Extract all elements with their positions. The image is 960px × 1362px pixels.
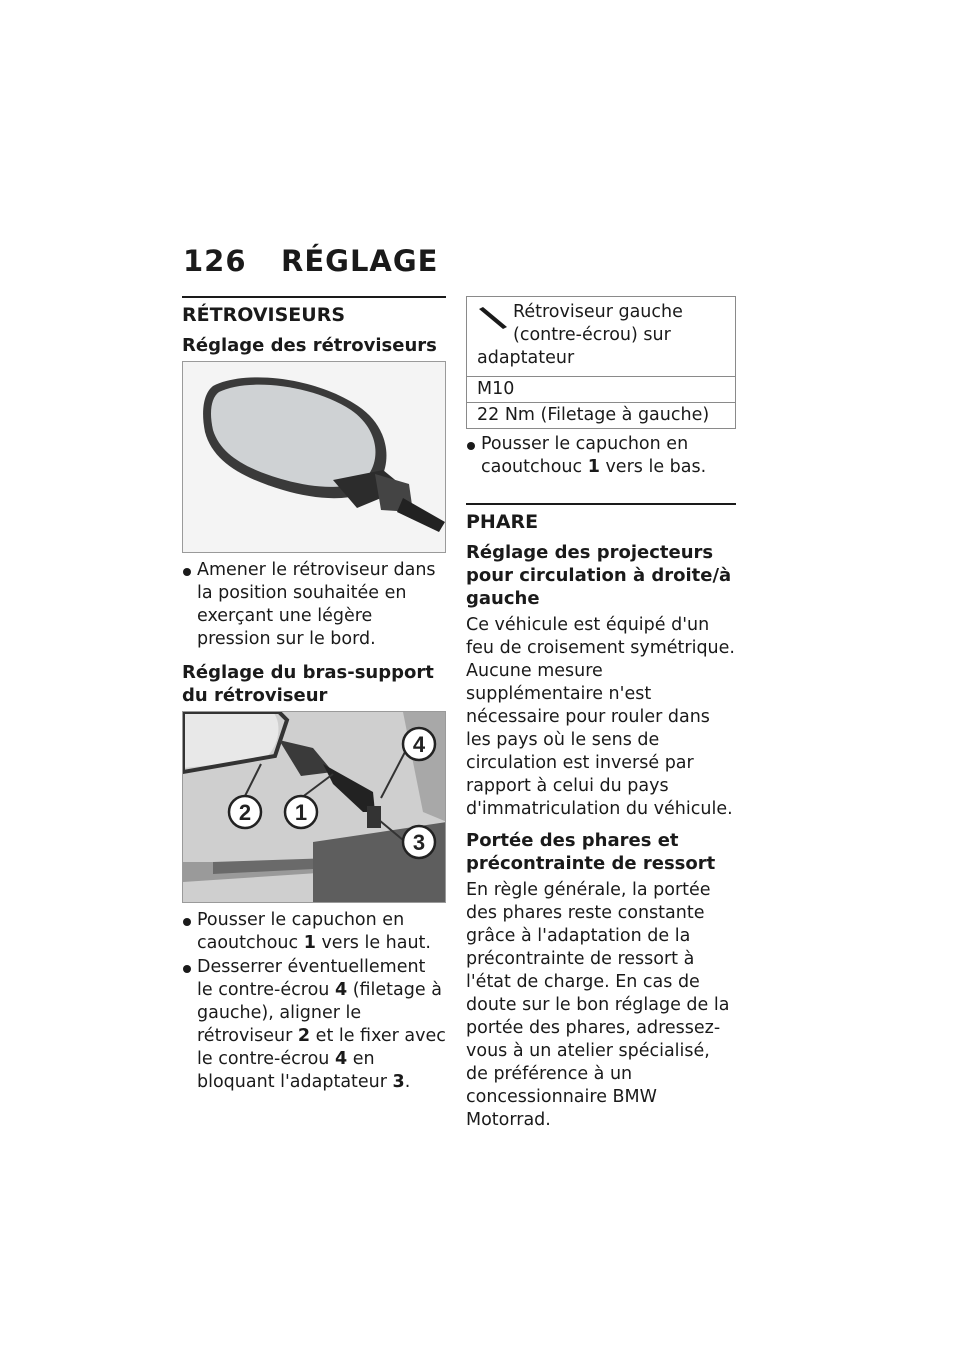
spec-title-line2: adaptateur <box>477 348 575 368</box>
ref-1: 1 <box>587 457 600 477</box>
ref-4: 4 <box>334 1049 348 1069</box>
arm-illustration <box>183 712 446 903</box>
section-title-mirrors: RÉTROVISEURS <box>182 304 346 326</box>
torque-spec-box <box>466 296 736 429</box>
bullet-text: vers le haut. <box>315 933 431 953</box>
paragraph-beam-range: En règle générale, la portée des phares reste constante grâce à l'adaptation de la précontrainte de ressort à l'état de charge. En cas de doute sur le bon réglage de la portée des phares, adressez-vous à un atelier spécialisé, de préférence à un concessionnaire BMW Motorrad. <box>466 880 730 1130</box>
callout-3: 3 <box>412 830 426 855</box>
bullet-text: Pousser le capuchon en caoutchouc <box>197 910 405 953</box>
ref-1: 1 <box>303 933 316 953</box>
ref-2: 2 <box>297 1026 311 1046</box>
ref-4: 4 <box>334 980 348 1000</box>
right-column <box>466 296 736 1140</box>
section-rule <box>182 296 446 298</box>
callout-1: 1 <box>294 800 308 825</box>
left-column <box>182 296 446 1095</box>
chapter-title: RÉGLAGE <box>281 244 439 278</box>
section-title-headlight: PHARE <box>466 511 539 533</box>
bullet-text: . <box>404 1072 411 1092</box>
bullet-text: (filetage à gauche), aligner le rétroviseur <box>197 980 442 1046</box>
bullet-text: Desserrer éventuellement le contre-écrou <box>197 957 426 1000</box>
mirror-figure <box>182 361 446 553</box>
spec-torque: 22 Nm (Filetage à gauche) <box>467 402 735 428</box>
mirror-illustration <box>183 362 446 553</box>
bullet-text: Pousser le capuchon en caoutchouc <box>481 434 689 477</box>
bullet-text: en bloquant l'adaptateur <box>197 1049 393 1092</box>
spec-title-line1: Rétroviseur gauche (contre-écrou) sur <box>513 302 683 345</box>
ref-3: 3 <box>392 1072 405 1092</box>
bullet-text: vers le bas. <box>599 457 707 477</box>
subtitle-traffic-side: Réglage des projecteurs pour circulation à droite/à gauche <box>466 542 732 609</box>
callout-2: 2 <box>238 800 252 825</box>
arm-figure <box>182 711 446 903</box>
bullet-text: et le fixer avec le contre-écrou <box>197 1026 446 1069</box>
bullet-loosen-nut <box>182 956 446 1094</box>
spec-thread: M10 <box>467 376 735 402</box>
bullet-cap-up <box>182 909 446 955</box>
subtitle-beam-range: Portée des phares et précontrainte de ressort <box>466 830 716 874</box>
wrench-icon <box>477 305 509 331</box>
page-number: 126 <box>183 244 247 278</box>
section-rule <box>466 503 736 505</box>
subtitle-arm-adjust: Réglage du bras-support du rétroviseur <box>182 662 434 706</box>
page-header <box>183 244 438 278</box>
callout-4: 4 <box>412 732 426 757</box>
paragraph-symmetric-beam: Ce véhicule est équipé d'un feu de croisement symétrique. Aucune mesure supplémentaire n'est nécessaire pour rouler dans les pays où le sens de circulation est inversé par rapport à celui du pays d'immatriculation du véhicule. <box>466 615 735 819</box>
spec-title <box>467 297 735 376</box>
subtitle-mirror-adjust: Réglage des rétroviseurs <box>182 335 437 356</box>
bullet-mirror-push: Amener le rétroviseur dans la position souhaitée en exerçant une légère pression sur le bord. <box>182 559 446 651</box>
bullet-cap-down <box>466 433 736 479</box>
